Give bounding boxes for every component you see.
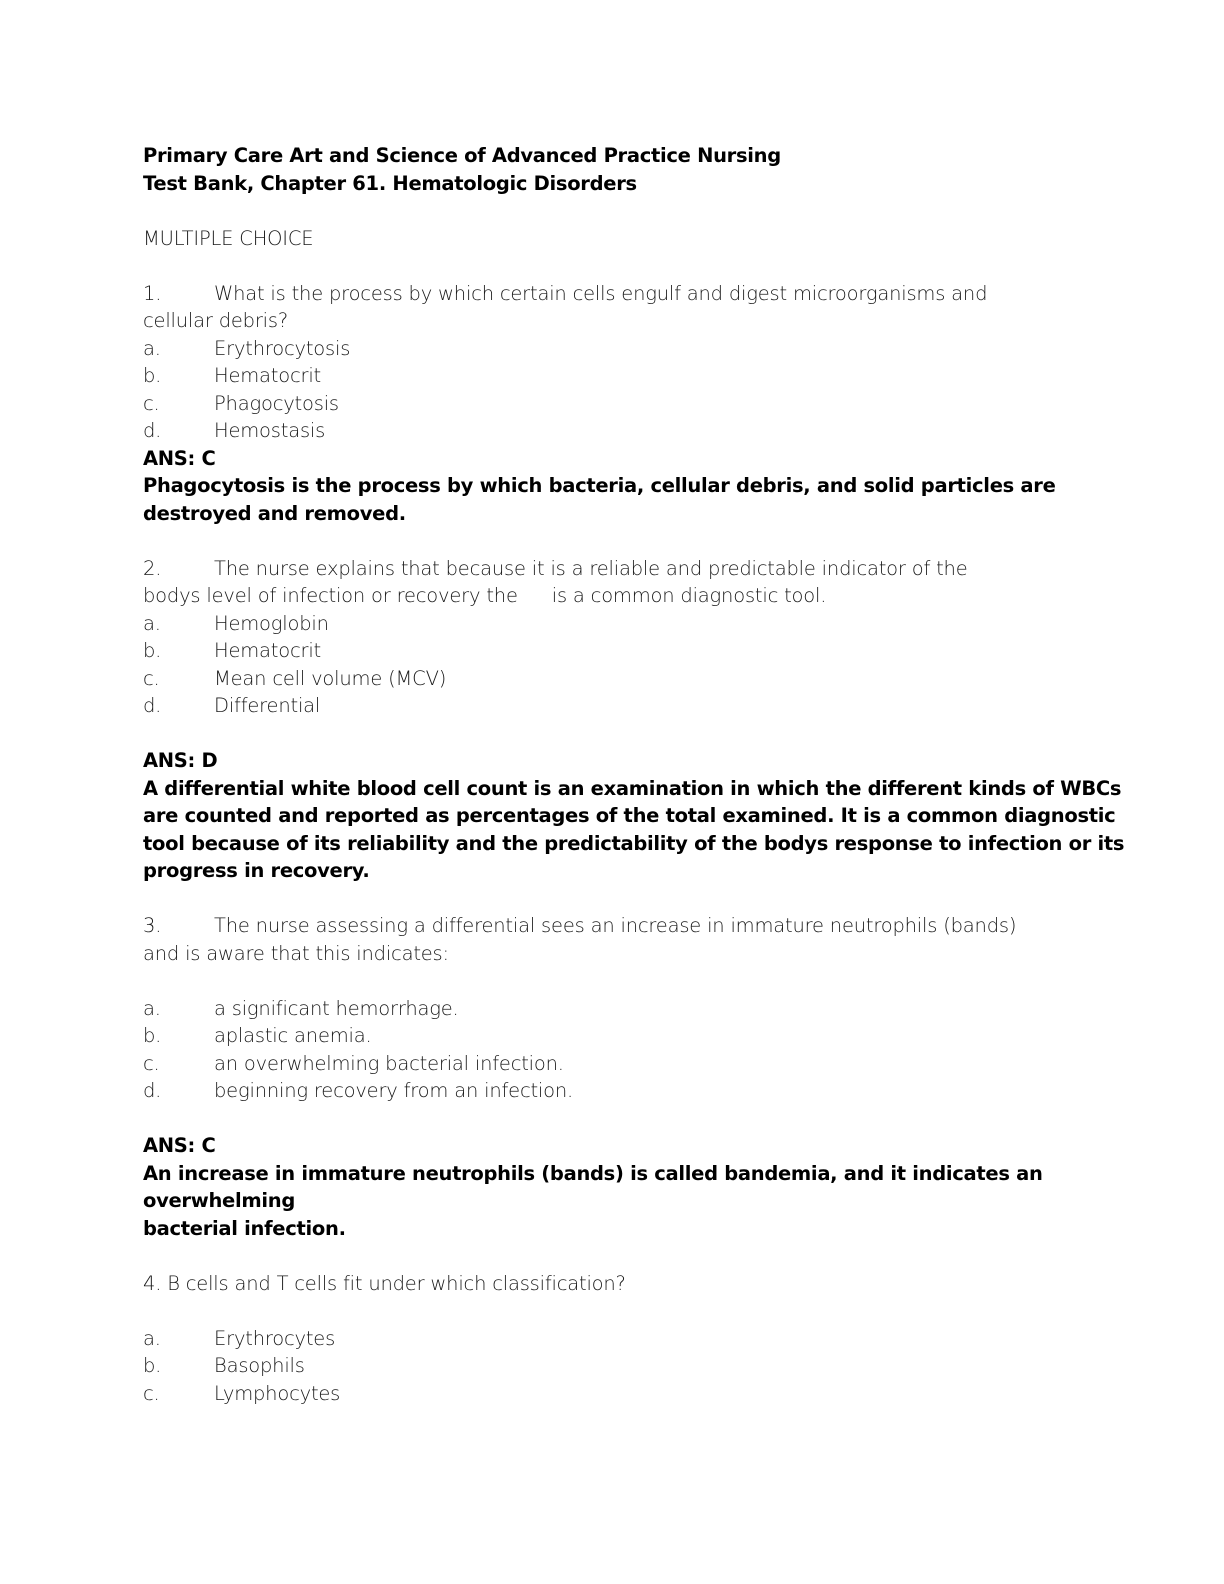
rationale-line: An increase in immature neutrophils (bands) is called bandemia, and it indicates an <box>143 1161 1043 1185</box>
document-body <box>143 142 1125 1407</box>
rationale-line: are counted and reported as percentages of the total examined. It is a common diagnostic <box>143 804 1116 827</box>
answer-key: ANS: C <box>143 446 216 470</box>
rationale-line: bacterial infection. <box>143 1216 346 1240</box>
question-text: The nurse assessing a differential sees an increase in immature neutrophils (bands) <box>214 914 1017 937</box>
option-b: b. aplastic anemia. <box>143 1024 372 1047</box>
option-d: d. beginning recovery from an infection. <box>143 1079 574 1102</box>
question-text-continued: cellular debris? <box>143 309 288 332</box>
option-d: d. Differential <box>143 694 321 717</box>
question-number: 3. <box>143 914 162 937</box>
rationale-line: overwhelming <box>143 1189 296 1212</box>
option-a: a. Erythrocytosis <box>143 336 351 360</box>
option-b: b. Hematocrit <box>143 639 321 662</box>
option-c: c. Phagocytosis <box>143 391 339 415</box>
option-a: a. Erythrocytes <box>143 1326 336 1350</box>
option-b: b. Basophils <box>143 1354 305 1377</box>
option-a: a. a significant hemorrhage. <box>143 996 459 1020</box>
rationale-line: tool because of its reliability and the predictability of the bodys response to infection or its <box>143 831 1125 855</box>
document-title: Primary Care Art and Science of Advanced Practice Nursing <box>143 144 781 167</box>
section-label: MULTIPLE CHOICE <box>143 226 314 250</box>
question-text: 4. B cells and T cells fit under which classification? <box>143 1271 626 1295</box>
question-number: 2. <box>143 556 162 580</box>
question-text: What is the process by which certain cells engulf and digest microorganisms and <box>214 281 988 305</box>
option-c: c. an overwhelming bacterial infection. <box>143 1051 564 1075</box>
answer-key: ANS: D <box>143 749 218 772</box>
question-2: 2. The nurse explains that because it is a reliable and predictable indicator of the bodys level of infection or recovery the is a common diagnostic tool. a. Hemoglobin b. Hematocrit c. Mean cell volume (MCV) d. Differential ANS: D A differential white blood cell count is an examination in which the different kinds of WBCs are counted and reported as percentages of the total examined. It is a common diagnostic tool because of its reliability and the predictability of the bodys response to infection or its progress in recovery. <box>143 555 1083 885</box>
option-a: a. Hemoglobin <box>143 611 329 635</box>
option-c: c. Mean cell volume (MCV) <box>143 666 447 690</box>
document-subtitle: Test Bank, Chapter 61. Hematologic Disorders <box>143 171 637 195</box>
question-1 <box>143 280 1083 528</box>
rationale-line: A differential white blood cell count is an examination in which the different kinds of WBCs <box>143 776 1122 800</box>
rationale-line: destroyed and removed. <box>143 501 406 525</box>
rationale-line: Phagocytosis is the process by which bacteria, cellular debris, and solid particles are <box>143 474 1056 497</box>
question-4 <box>143 1270 1083 1408</box>
rationale-line: progress in recovery. <box>143 859 370 882</box>
question-text: The nurse explains that because it is a reliable and predictable indicator of the <box>214 556 968 580</box>
option-d: d. Hemostasis <box>143 419 326 442</box>
option-b: b. Hematocrit <box>143 364 321 387</box>
question-3 <box>143 912 1083 1242</box>
question-text-continued: bodys level of infection or recovery the <box>143 584 518 607</box>
option-c: c. Lymphocytes <box>143 1381 341 1405</box>
question-text-continued: and is aware that this indicates: <box>143 941 449 965</box>
answer-key: ANS: C <box>143 1134 216 1157</box>
question-number: 1. <box>143 281 162 305</box>
